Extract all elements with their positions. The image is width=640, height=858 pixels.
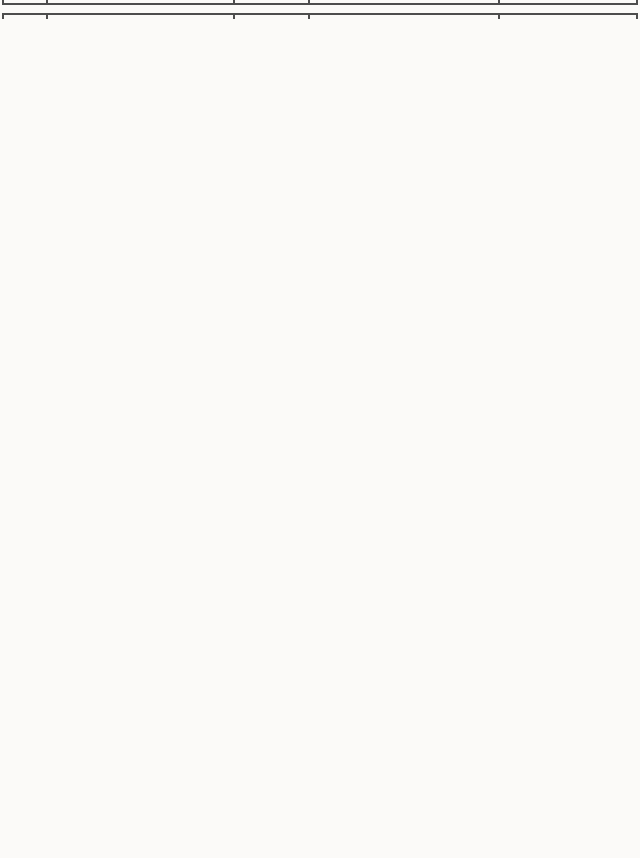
partial-cell — [48, 15, 235, 19]
partial-cell — [48, 0, 235, 5]
partial-cell — [235, 0, 310, 5]
partial-cell — [500, 0, 636, 5]
partial-cell — [235, 15, 310, 19]
partial-cell — [500, 15, 636, 19]
table-section-top — [2, 0, 638, 5]
partial-cell — [310, 15, 500, 19]
partial-row-bottom — [4, 15, 636, 19]
partial-row-top — [4, 0, 636, 5]
partial-cell — [310, 0, 500, 5]
partial-cell — [4, 15, 48, 19]
table-section-bottom — [2, 13, 638, 19]
partial-cell — [4, 0, 48, 5]
table-section-gap — [0, 5, 640, 13]
